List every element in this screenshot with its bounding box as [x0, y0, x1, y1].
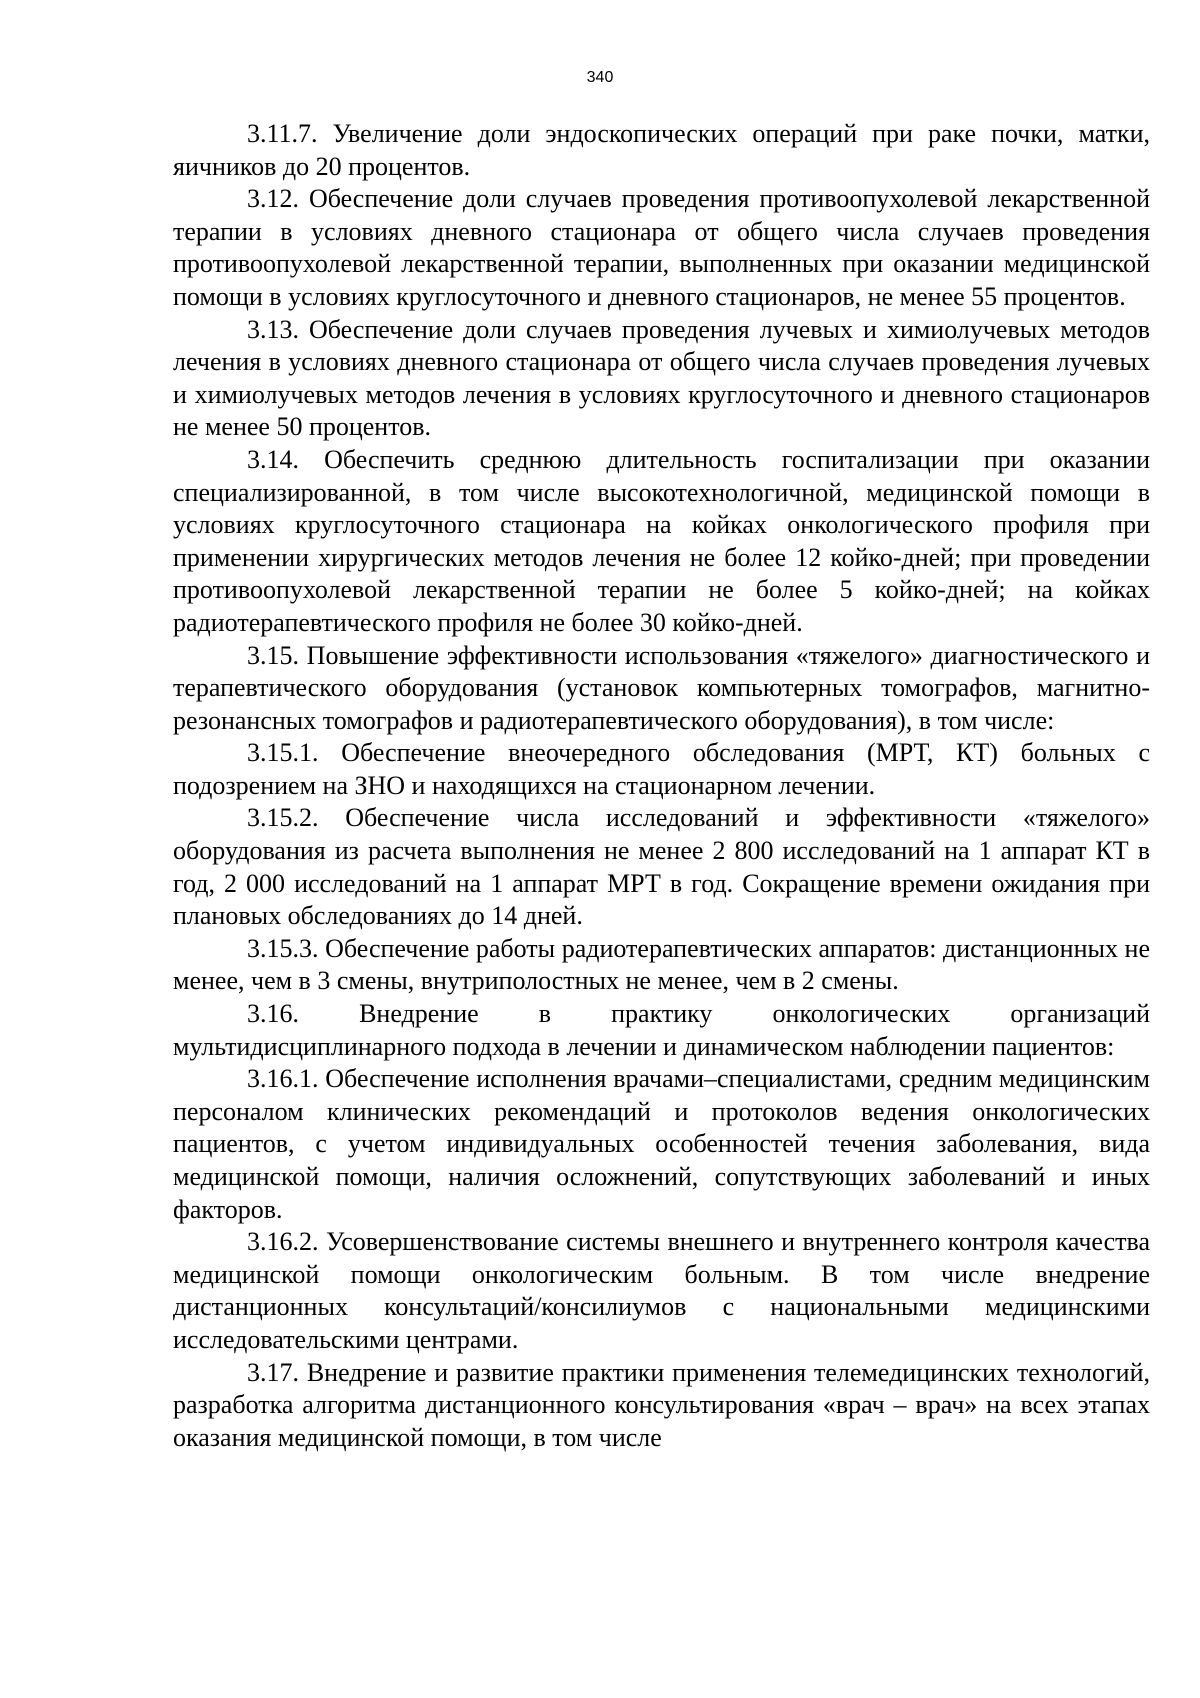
paragraph-3-16: 3.16. Внедрение в практику онкологических организаций мультидисциплинарного подхода в лечении и динамическом наблюдении пациентов:: [173, 999, 1150, 1061]
paragraph-3-11-7: 3.11.7. Увеличение доли эндоскопических операций при раке почки, матки, яичников до 20 процентов.: [173, 119, 1150, 181]
paragraph-3-16-2: 3.16.2. Усовершенствование системы внешнего и внутреннего контроля качества медицинской помощи онкологическим больным. В том числе внедрение дистанционных консультаций/консилиумов с национальными медицинскими исследовательскими центрами.: [173, 1227, 1150, 1354]
paragraph-3-13: 3.13. Обеспечение доли случаев проведения лучевых и химиолучевых методов лечения в условиях дневного стационара от общего числа случаев проведения лучевых и химиолучевых методов лечения в условиях круглосуточного и дневного стационаров не менее 50 процентов.: [173, 314, 1150, 442]
document-body: [173, 118, 1150, 1454]
page-number: 340: [586, 69, 614, 86]
paragraph-3-14: 3.14. Обеспечить среднюю длительность госпитализации при оказании специализированной, в том числе высокотехнологичной, медицинской помощи в условиях круглосуточного стационара на койках онкологического профиля при применении хирургических методов лечения не более 12 койко-дней; при проведении противоопухолевой лекарственной терапии не более 5 койко-дней; на койках радиотерапевтического профиля не более 30 койко-дней.: [173, 444, 1150, 637]
paragraph-3-15-3: 3.15.3. Обеспечение работы радиотерапевтических аппаратов: дистанционных не менее, чем в 3 смены, внутриполостных не менее, чем в 2 смены.: [173, 933, 1150, 996]
paragraph-3-12: 3.12. Обеспечение доли случаев проведения противоопухолевой лекарственной терапии в условиях дневного стационара от общего числа случаев проведения противоопухолевой лекарственной терапии, выполненных при оказании медицинской помощи в условиях круглосуточного и дневного стационаров, не менее 55 процентов.: [173, 184, 1150, 311]
paragraph-3-16-1: 3.16.1. Обеспечение исполнения врачами–специалистами, средним медицинским персоналом клинических рекомендаций и протоколов ведения онкологических пациентов, с учетом индивидуальных особенностей течения заболевания, вида медицинской помощи, наличия осложнений, сопутствующих заболеваний и иных факторов.: [173, 1064, 1150, 1224]
paragraph-3-15-2: 3.15.2. Обеспечение числа исследований и эффективности «тяжелого» оборудования из расчета выполнения не менее 2 800 исследований на 1 аппарат КТ в год, 2 000 исследований на 1 аппарат МРТ в год. Сокращение времени ожидания при плановых обследованиях до 14 дней.: [173, 803, 1150, 931]
paragraph-3-15-1: 3.15.1. Обеспечение внеочередного обследования (МРТ, КТ) больных с подозрением на ЗНО и находящихся на стационарном лечении.: [173, 738, 1150, 800]
paragraph-3-17: 3.17. Внедрение и развитие практики применения телемедицинских технологий, разработка алгоритма дистанционного консультирования «врач – врач» на всех этапах оказания медицинской помощи, в том числе: [173, 1357, 1150, 1452]
paragraph-3-15: 3.15. Повышение эффективности использования «тяжелого» диагностического и терапевтического оборудования (установок компьютерных томографов, магнитно-резонансных томографов и радиотерапевтического оборудования), в том числе:: [173, 640, 1150, 735]
